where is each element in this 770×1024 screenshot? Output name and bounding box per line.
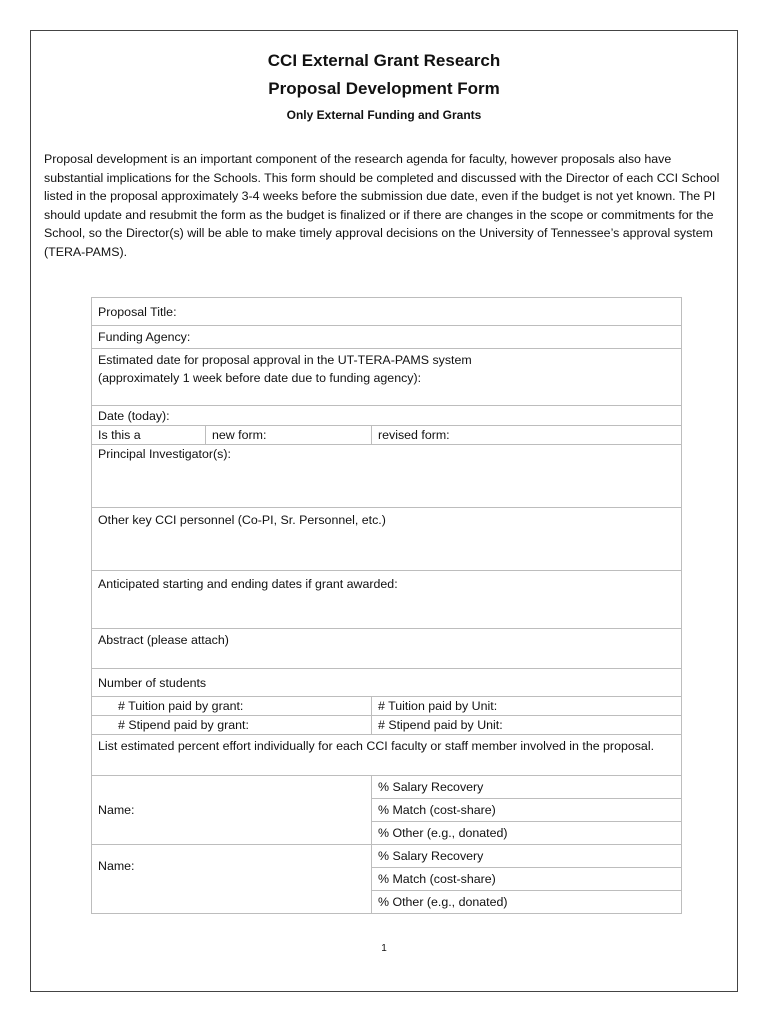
tuition-paid-by-unit-field[interactable]: # Tuition paid by Unit: <box>372 697 682 716</box>
estimated-approval-date-field[interactable]: Estimated date for proposal approval in the UT-TERA-PAMS system (approximately 1 week before date due to funding agency): <box>92 349 682 406</box>
personnel-1-match-cost-share[interactable]: % Match (cost-share) <box>372 799 682 822</box>
form-title-line1: CCI External Grant Research <box>267 51 501 70</box>
personnel-2-match-cost-share[interactable]: % Match (cost-share) <box>372 868 682 891</box>
document-page <box>30 30 738 992</box>
personnel-1-salary-recovery[interactable]: % Salary Recovery <box>372 776 682 799</box>
revised-form-option[interactable]: revised form: <box>372 426 682 445</box>
personnel-2-salary-recovery[interactable]: % Salary Recovery <box>372 845 682 868</box>
proposal-title-field[interactable]: Proposal Title: <box>92 298 682 326</box>
stipend-paid-by-grant-field[interactable]: # Stipend paid by grant: <box>92 716 372 735</box>
personnel-1-other-donated[interactable]: % Other (e.g., donated) <box>372 822 682 845</box>
tuition-paid-by-grant-field[interactable]: # Tuition paid by grant: <box>92 697 372 716</box>
abstract-field[interactable]: Abstract (please attach) <box>92 629 682 669</box>
anticipated-dates-field[interactable]: Anticipated starting and ending dates if grant awarded: <box>92 571 682 629</box>
new-form-option[interactable]: new form: <box>206 426 372 445</box>
form-title-line2: Proposal Development Form <box>268 79 500 98</box>
form-type-label: Is this a <box>92 426 206 445</box>
date-today-field[interactable]: Date (today): <box>92 406 682 426</box>
principal-investigator-field[interactable]: Principal Investigator(s): <box>92 445 682 508</box>
stipend-paid-by-unit-field[interactable]: # Stipend paid by Unit: <box>372 716 682 735</box>
number-of-students-label: Number of students <box>92 669 682 697</box>
personnel-1-name-field[interactable]: Name: <box>92 776 372 845</box>
intro-paragraph: Proposal development is an important component of the research agenda for faculty, however proposals also have substantial implications for the Schools. This form should be completed and discussed with the Director of each CCI School listed in the proposal approximately 3-4 weeks before the submission due date, even if the budget is not yet known. The PI should update and resubmit the form as the budget is finalized or if there are changes in the scope or commitments for the School, so the Director(s) will be able to make timely approval decisions on the University of Tennessee’s approval system (TERA-PAMS). <box>44 152 720 259</box>
funding-agency-field[interactable]: Funding Agency: <box>92 326 682 349</box>
personnel-2-name-field[interactable]: Name: <box>92 845 372 914</box>
personnel-2-other-donated[interactable]: % Other (e.g., donated) <box>372 891 682 914</box>
form-subtitle: Only External Funding and Grants <box>286 108 482 122</box>
proposal-form-table <box>91 297 682 914</box>
page-number: 1 <box>381 943 387 954</box>
other-personnel-field[interactable]: Other key CCI personnel (Co-PI, Sr. Personnel, etc.) <box>92 508 682 571</box>
effort-instructions: List estimated percent effort individually for each CCI faculty or staff member involved in the proposal. <box>92 735 682 776</box>
